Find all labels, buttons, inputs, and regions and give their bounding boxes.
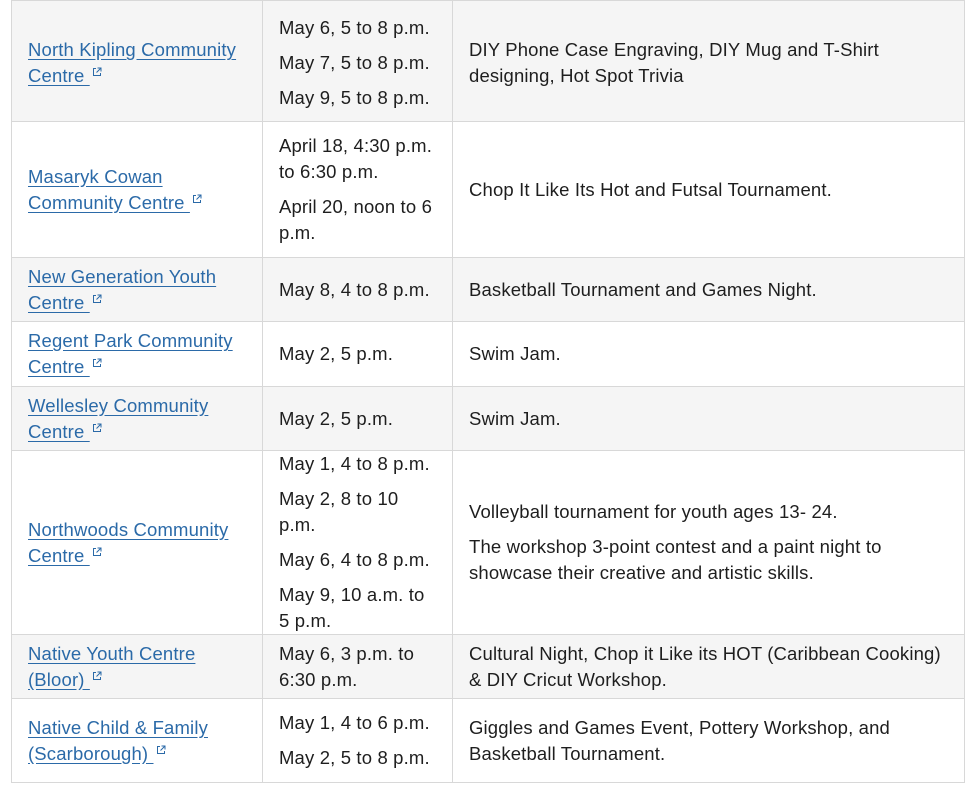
external-link-icon [92,671,102,681]
dates-cell [263,1,453,122]
location-cell [12,258,263,322]
activity-text: Basketball Tournament and Games Night. [469,278,817,300]
activity-text: Swim Jam. [469,407,561,429]
activities-cell [453,322,965,387]
activities-cell [453,1,965,122]
date-entry: May 9, 5 to 8 p.m. [279,87,430,108]
location-link[interactable] [28,330,233,377]
date-entry: May 6, 5 to 8 p.m. [279,17,430,38]
dates-cell [263,387,453,451]
activities-cell [453,122,965,258]
activity-text: Chop It Like Its Hot and Futsal Tournament. [469,178,832,200]
location-link[interactable] [28,717,208,764]
date-entry: April 18, 4:30 p.m. to 6:30 p.m. [279,135,432,182]
activities-cell [453,635,965,699]
date-entry: May 9, 10 a.m. to 5 p.m. [279,584,425,631]
activity-text: Swim Jam. [469,343,561,364]
table-row [12,1,965,122]
date-entry: May 8, 4 to 8 p.m. [279,278,430,300]
location-link[interactable] [28,166,202,213]
external-link-icon [192,194,202,204]
external-link-icon [92,423,102,433]
dates-cell [263,699,453,783]
activities-cell [453,699,965,783]
date-entry: May 2, 8 to 10 p.m. [279,488,399,535]
activity-text: Volleyball tournament for youth ages 13- 24. [469,501,838,522]
date-entry: April 20, noon to 6 p.m. [279,196,433,243]
date-entry: May 2, 5 to 8 p.m. [279,747,430,768]
location-name: Masaryk Cowan Community Centre [28,165,190,213]
table-row [12,635,965,699]
date-entry: May 2, 5 p.m. [279,343,394,364]
activities-cell [453,387,965,451]
table-row [12,699,965,783]
location-link[interactable] [28,519,228,566]
location-name: New Generation Youth Centre [28,265,217,313]
location-link[interactable] [28,395,208,442]
dates-cell [263,451,453,635]
date-entry: May 2, 5 p.m. [279,407,394,429]
location-name: Wellesley Community Centre [28,394,209,442]
location-cell [12,451,263,635]
date-entry: May 6, 4 to 8 p.m. [279,549,430,570]
activity-text: Giggles and Games Event, Pottery Workshop, and Basketball Tournament. [469,716,890,764]
location-link[interactable] [28,39,236,86]
location-cell [12,1,263,122]
table-row [12,451,965,635]
activities-cell [453,451,965,635]
location-cell [12,699,263,783]
table-row [12,387,965,451]
external-link-icon [92,294,102,304]
location-name: North Kipling Community Centre [28,39,237,86]
external-link-icon [156,745,166,755]
date-entry: May 1, 4 to 6 p.m. [279,712,430,733]
location-name: Native Youth Centre (Bloor) [28,642,196,690]
location-cell [12,387,263,451]
external-link-icon [92,358,102,368]
date-entry: May 1, 4 to 8 p.m. [279,453,430,474]
activity-text: DIY Phone Case Engraving, DIY Mug and T-Shirt designing, Hot Spot Trivia [469,39,879,86]
activities-cell [453,258,965,322]
location-cell [12,122,263,258]
dates-cell [263,322,453,387]
location-link[interactable] [28,643,195,690]
dates-cell [263,122,453,258]
activity-text: The workshop 3-point contest and a paint night to showcase their creative and artistic skills. [469,536,882,583]
table-row [12,322,965,387]
dates-cell [263,635,453,699]
table-row [12,258,965,322]
location-cell [12,635,263,699]
table-row [12,122,965,258]
location-name: Regent Park Community Centre [28,330,233,377]
date-entry: May 6, 3 p.m. to 6:30 p.m. [279,642,415,690]
activity-text: Cultural Night, Chop it Like its HOT (Caribbean Cooking) & DIY Cricut Workshop. [469,642,941,690]
dates-cell [263,258,453,322]
location-cell [12,322,263,387]
external-link-icon [92,547,102,557]
location-link[interactable] [28,266,216,313]
location-name: Native Child & Family (Scarborough) [28,716,208,764]
events-table [11,0,965,783]
date-entry: May 7, 5 to 8 p.m. [279,52,430,73]
location-name: Northwoods Community Centre [28,518,229,566]
external-link-icon [92,67,102,77]
